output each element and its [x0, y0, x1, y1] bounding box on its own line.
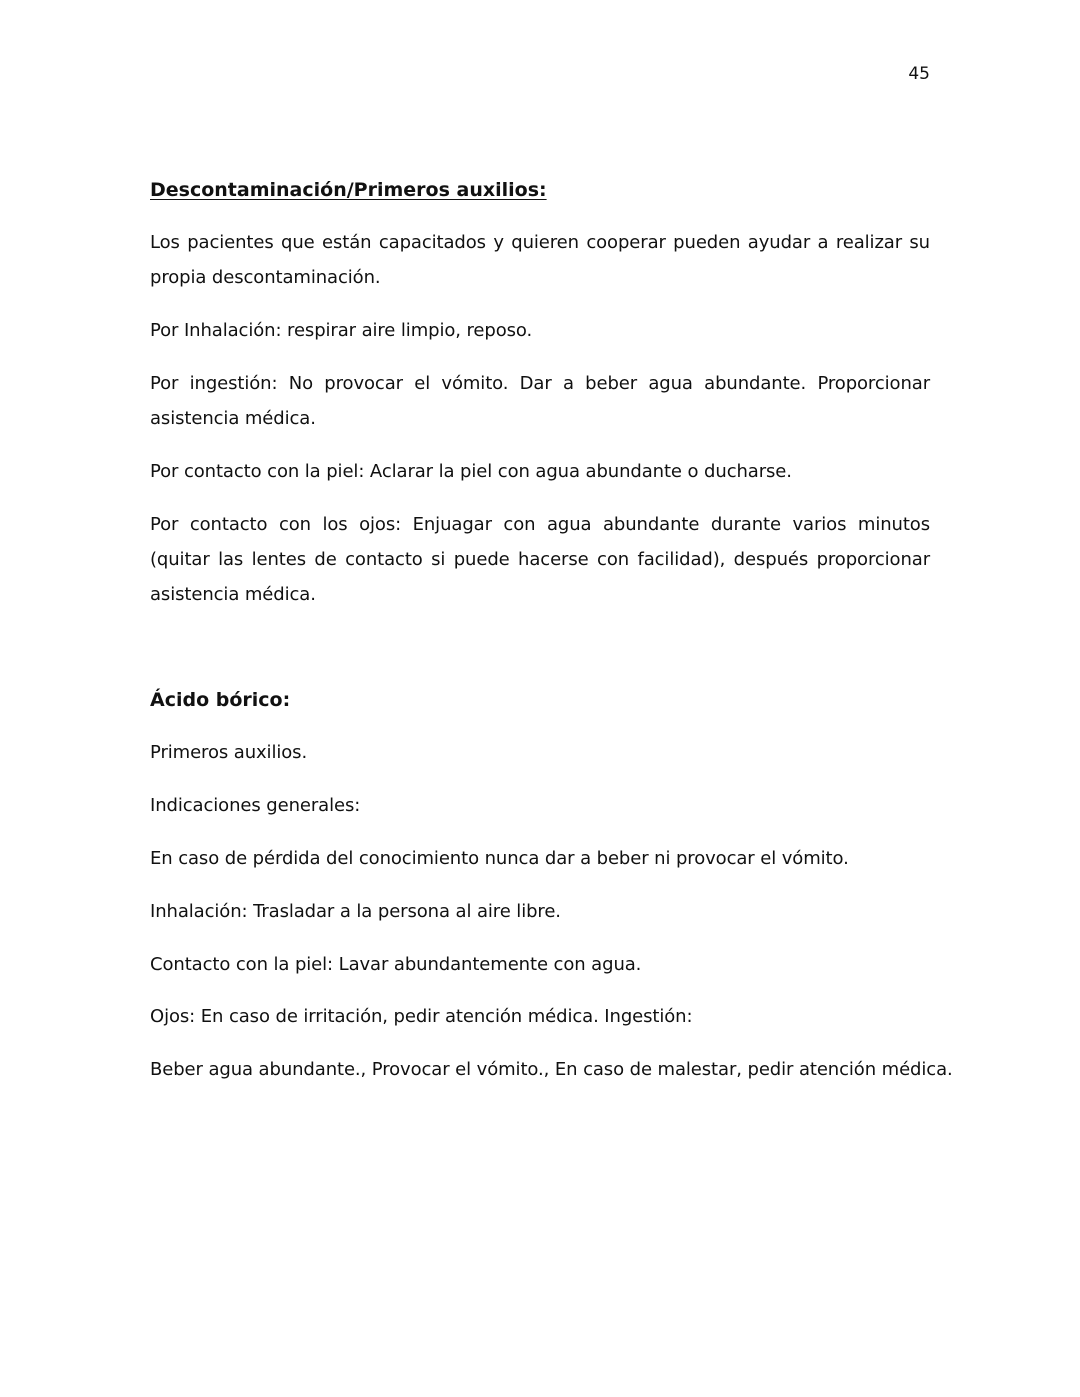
section-heading-boric-acid: Ácido bórico:: [150, 689, 291, 711]
paragraph-general-indications: Indicaciones generales:: [150, 795, 361, 816]
paragraph-boric-eyes: Ojos: En caso de irritación, pedir atención médica. Ingestión:: [150, 1006, 693, 1027]
page-number: 45: [908, 64, 930, 84]
paragraph-ingestion: Por ingestión: No provocar el vómito. Dar a beber agua abundante. Proporcionar asistencia médica.: [150, 373, 930, 429]
paragraph-boric-skin: Contacto con la piel: Lavar abundantemente con agua.: [150, 954, 642, 975]
paragraph-boric-ingestion: Beber agua abundante., Provocar el vómito., En caso de malestar, pedir atención médica.: [150, 1059, 953, 1080]
paragraph-inhalation: Por Inhalación: respirar aire limpio, reposo.: [150, 320, 533, 341]
paragraph-boric-inhalation: Inhalación: Trasladar a la persona al aire libre.: [150, 901, 561, 922]
paragraph-skin-contact: Por contacto con la piel: Aclarar la piel con agua abundante o ducharse.: [150, 461, 792, 482]
paragraph-first-aid: Primeros auxilios.: [150, 742, 308, 763]
section-heading-decontamination: Descontaminación/Primeros auxilios:: [150, 179, 547, 201]
paragraph-patients: Los pacientes que están capacitados y quieren cooperar pueden ayudar a realizar su propia descontaminación.: [150, 232, 930, 288]
paragraph-eye-contact: Por contacto con los ojos: Enjuagar con agua abundante durante varios minutos (quitar las lentes de contacto si puede hacerse con facilidad), después proporcionar asistencia médica.: [150, 514, 930, 605]
paragraph-unconscious: En caso de pérdida del conocimiento nunca dar a beber ni provocar el vómito.: [150, 848, 849, 869]
